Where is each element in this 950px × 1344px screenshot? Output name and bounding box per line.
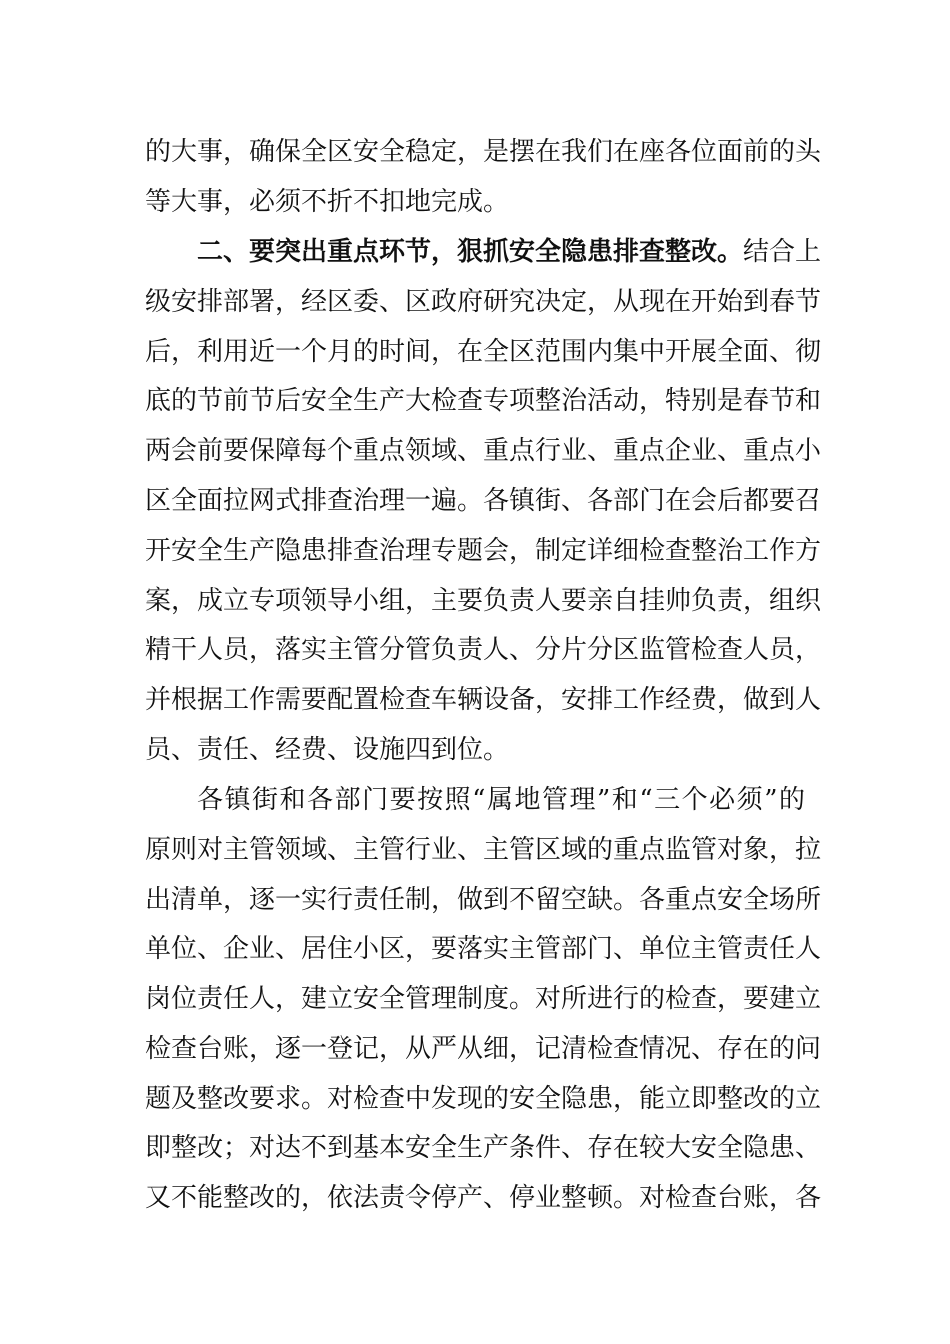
paragraph-3-line-6: 检查台账，逐一登记，从严从细，记清检查情况、存在的问 (145, 1034, 822, 1064)
paragraph-1-line-2: 等大事，必须不折不扣地完成。 (145, 187, 510, 217)
paragraph-3-line-4: 单位、企业、居住小区，要落实主管部门、单位主管责任人 (145, 934, 822, 964)
paragraph-3-line-1: 各镇街和各部门要按照“属地管理”和“三个必须”的 (197, 785, 805, 815)
paragraph-2-line-9: 精干人员，落实主管分管负责人、分片分区监管检查人员， (145, 635, 822, 665)
paragraph-3-line-8: 即整改；对达不到基本安全生产条件、存在较大安全隐患、 (145, 1133, 822, 1163)
section-heading-2: 二、要突出重点环节，狠抓安全隐患排查整改。 (197, 237, 744, 267)
paragraph-3-line-5: 岗位责任人，建立安全管理制度。对所进行的检查，要建立 (145, 984, 822, 1014)
paragraph-2-line-1-rest: 结合上 (743, 237, 822, 267)
paragraph-3-line-7: 题及整改要求。对检查中发现的安全隐患，能立即整改的立 (145, 1084, 822, 1114)
paragraph-1-line-1: 的大事，确保全区安全稳定，是摆在我们在座各位面前的头 (145, 137, 822, 167)
paragraph-2-line-8: 案，成立专项领导小组，主要负责人要亲自挂帅负责，组织 (145, 586, 822, 616)
paragraph-2-line-11: 员、责任、经费、设施四到位。 (145, 735, 510, 765)
paragraph-3-line-3: 出清单，逐一实行责任制，做到不留空缺。各重点安全场所 (145, 885, 822, 915)
paragraph-2-line-10: 并根据工作需要配置检查车辆设备，安排工作经费，做到人 (145, 685, 822, 715)
paragraph-2-line-1 (197, 232, 822, 272)
paragraph-2-line-3: 后，利用近一个月的时间，在全区范围内集中开展全面、彻 (145, 337, 822, 367)
paragraph-3-line-2: 原则对主管领域、主管行业、主管区域的重点监管对象，拉 (145, 835, 822, 865)
paragraph-3-line-9: 又不能整改的，依法责令停产、停业整顿。对检查台账，各 (145, 1183, 822, 1213)
paragraph-2-line-5: 两会前要保障每个重点领域、重点行业、重点企业、重点小 (145, 436, 822, 466)
paragraph-2-line-4: 底的节前节后安全生产大检查专项整治活动，特别是春节和 (145, 386, 822, 416)
paragraph-2-line-7: 开安全生产隐患排查治理专题会，制定详细检查整治工作方 (145, 536, 822, 566)
paragraph-2-line-6: 区全面拉网式排查治理一遍。各镇街、各部门在会后都要召 (145, 486, 822, 516)
paragraph-2-line-2: 级安排部署，经区委、区政府研究决定，从现在开始到春节 (145, 287, 822, 317)
